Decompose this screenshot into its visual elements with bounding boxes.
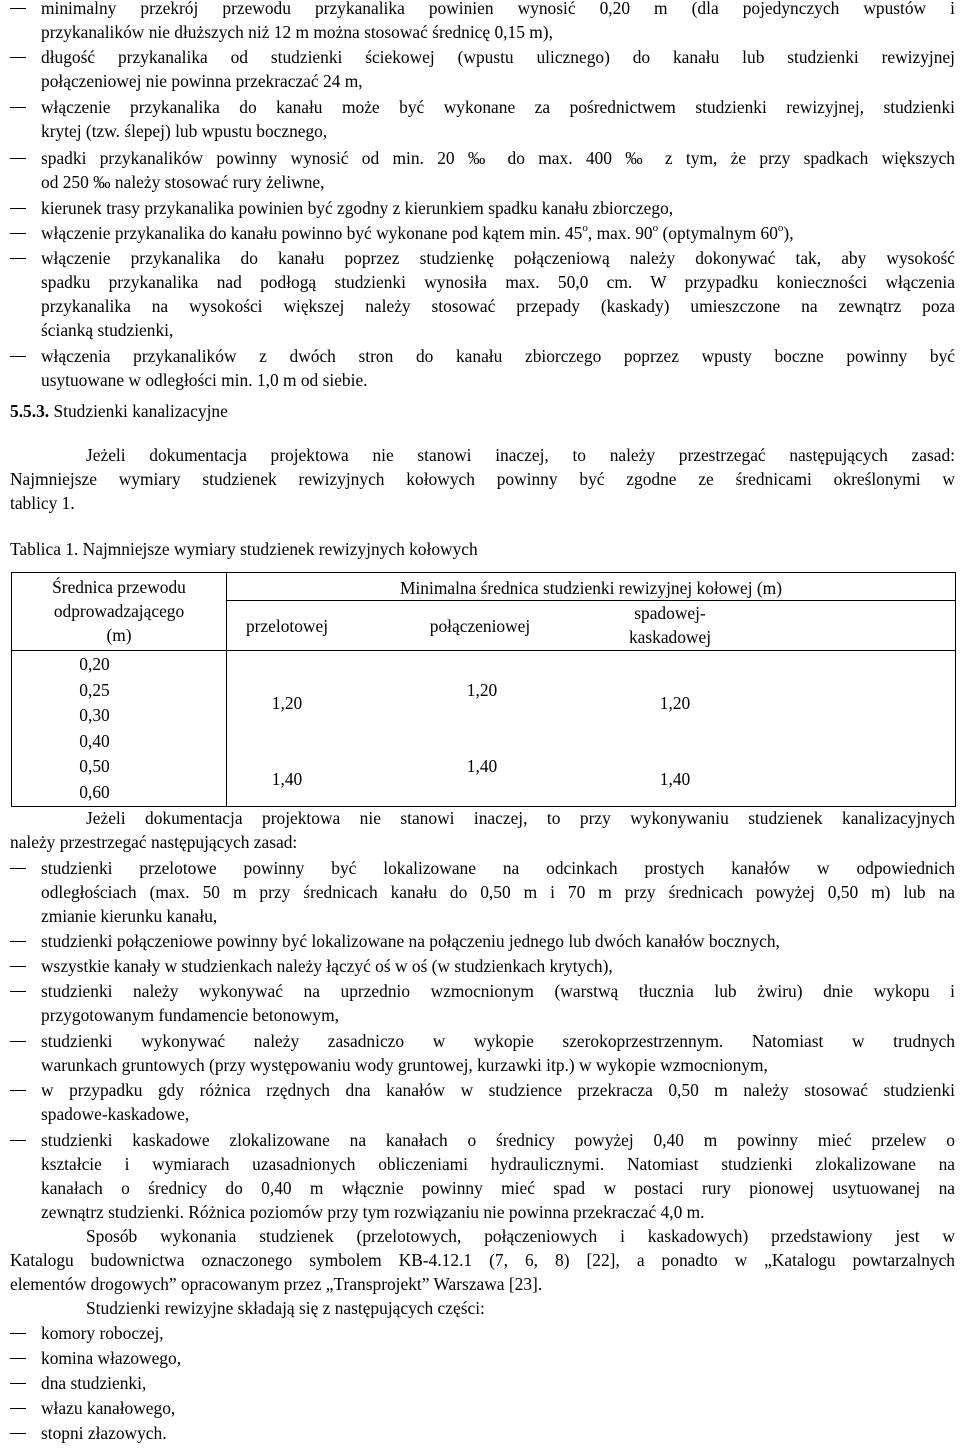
bullet-dash (10, 991, 26, 992)
intro-paragraph: Jeżeli dokumentacja projektowa nie stanowi inaczej, to należy przestrzegać następujących zasad: Najmniejsze wymiary studzienek rewizyjnych kołowych powinny być zgodne ze średnicami określonymi w tablicy 1. (10, 445, 955, 513)
bullet-dash (10, 1333, 26, 1334)
list2-item-7: studzienki kaskadowe zlokalizowane na kanałach o średnicy powyżej 0,40 m powinny mieć przelew o kształcie i wymiarach uzasadnionych obliczeniami hydraulicznymi. Natomiast studzienki zlokalizowane na kanałach o średnicy do 0,40 m włącznie powinny mieć spad w postaci rury pionowej usytuowanej na zewnątrz studzienki. Różnica poziomów przy tym rozwiązaniu nie powinna przekraczać 4,0 m. (41, 1130, 955, 1222)
bullet-dash (10, 158, 26, 159)
parts-item: dna studzienki, (41, 1373, 147, 1393)
bullet-dash (10, 1433, 26, 1434)
list1-item-5: kierunek trasy przykanalika powinien być zgodny z kierunkiem spadku kanału zbiorczego, (41, 198, 674, 218)
table-cell: 1,20 (466, 680, 498, 700)
parts-item: włazu kanałowego, (41, 1398, 176, 1418)
parts-item: stopni złazowych. (41, 1423, 167, 1443)
parts-intro: Studzienki rewizyjne składają się z następujących części: (86, 1298, 485, 1318)
list1-item-2: długość przykanalika od studzienki ściekowej (wpustu ulicznego) do kanału lub studzienki rewizyjnej połączeniowej nie powinna przekraczać 24 m, (41, 47, 955, 91)
list1-item-3: włączenie przykanalika do kanału może być wykonane za pośrednictwem studzienki rewizyjnej, studzienki krytej (tzw. ślepej) lub wpustu bocznego, (41, 97, 955, 141)
section-number: 5.5.3. (10, 401, 50, 421)
bullet-dash (10, 1383, 26, 1384)
catalog-paragraph: Sposób wykonania studzienek (przelotowych, połączeniowych i kaskadowych) przedstawiony jest w Katalogu budownictwa oznaczonego symbolem KB-4.12.1 (7, 6, 8) [22], a ponadto w „Katalogu powtarzalnych elementów drogowych” opracowanym przez „Transprojekt” Warszawa [23]. (10, 1226, 955, 1294)
table-row: 0,20 (79, 654, 110, 674)
list1-item-6: włączenie przykanalika do kanału powinno być wykonane pod kątem min. 45$^o$, max. 90$^o$ (optymalnym 60$^o$), (41, 222, 794, 243)
table-diameter-column (12, 652, 177, 805)
after-table-paragraph: Jeżeli dokumentacja projektowa nie stanowi inaczej, to przy wykonywaniu studzienek kanalizacyjnych należy przestrzegać następujących zasad: (10, 808, 955, 852)
list2-item-6: w przypadku gdy różnica rzędnych dna kanałów w studzience przekracza 0,50 m należy stosować studzienki spadowe-kaskadowe, (41, 1080, 955, 1124)
bullet-dash (10, 941, 26, 942)
list1-item-7: włączenie przykanalika do kanału poprzez studzienkę połączeniową należy dokonywać tak, aby wysokość spadku przykanalika nad podłogą studzienki wynosiła max. 50,0 cm. W przypadku konieczności włączenia przykanalika na wysokości większej należy stosować przepady (kaskady) umieszczone na zewnątrz poza ścianką studzienki, (41, 248, 955, 340)
table-header-spadowej: spadowej- kaskadowej (628, 603, 712, 647)
table-cell: 1,20 (659, 693, 691, 713)
bullet-dash (10, 1408, 26, 1409)
table-header-przelotowej: przelotowej (245, 616, 329, 636)
table-border (11, 650, 955, 651)
table-row: 0,40 (79, 730, 110, 751)
bullet-dash (10, 1090, 26, 1091)
bullet-dash (10, 966, 26, 967)
list2-item-4: studzienki należy wykonywać na uprzednio wzmocnionym (warstwą tłucznia lub żwiru) dnie wykopu i przygotowanym fundamencie betonowym, (41, 981, 955, 1025)
table-cell: 1,20 (271, 693, 303, 713)
table-border (955, 572, 956, 807)
table-row: 0,50 (79, 756, 110, 776)
table-border (11, 572, 955, 573)
list2-item-5: studzienki wykonywać należy zasadniczo w wykopie szerokoprzestrzennym. Natomiast w trudnych warunkach gruntowych (przy występowaniu wody gruntowej, kurzawki itp.) w wykopie wzmocnionym, (41, 1031, 955, 1075)
parts-item: komory roboczej, (41, 1323, 164, 1343)
bullet-dash (10, 1041, 26, 1042)
bullet-dash (10, 233, 26, 234)
table-caption: Tablica 1. Najmniejsze wymiary studzienek rewizyjnych kołowych (10, 539, 478, 559)
list2-item-3: wszystkie kanały w studzienkach należy łączyć oś w oś (w studzienkach krytych), (41, 956, 613, 976)
parts-item: komina włazowego, (41, 1348, 182, 1368)
bullet-dash (10, 8, 26, 9)
list2-item-1: studzienki przelotowe powinny być lokalizowane na odcinkach prostych kanałów w odpowiednich odległościach (max. 50 m przy średnicach kanału do 0,50 m i 70 m przy średnicach powyżej 0,50 m) lub na zmianie kierunku kanału, (41, 858, 955, 926)
bullet-dash (10, 868, 26, 869)
bullet-dash (10, 107, 26, 108)
section-heading (10, 399, 228, 423)
list1-item-8: włączenia przykanalików z dwóch stron do kanału zbiorczego poprzez wpusty boczne powinny być usytuowane w odległości min. 1,0 m od siebie. (41, 346, 955, 390)
bullet-dash (10, 57, 26, 58)
table-header-diameter: Średnica przewodu odprowadzającego (m) (52, 577, 186, 645)
bullet-dash (10, 1358, 26, 1359)
bullet-dash (10, 356, 26, 357)
list2-item-2: studzienki połączeniowe powinny być lokalizowane na połączeniu jednego lub dwóch kanałów bocznych, (41, 931, 780, 951)
table-border (226, 600, 955, 601)
table-row: 0,25 (79, 679, 110, 700)
section-title: Studzienki kanalizacyjne (49, 401, 228, 421)
table-header-polaczeniowej: połączeniowej (429, 616, 531, 636)
table-cell: 1,40 (659, 769, 691, 789)
table-cell: 1,40 (271, 769, 303, 789)
table-row: 0,60 (79, 781, 110, 802)
table-cell: 1,40 (466, 756, 498, 776)
list1-item-1: minimalny przekrój przewodu przykanalika powinien wynosić 0,20 m (dla pojedynczych wpustów i przykanalików nie dłuższych niż 12 m można stosować średnicę 0,15 m), (41, 0, 955, 42)
bullet-dash (10, 258, 26, 259)
list1-item-4: spadki przykanalików powinny wynosić od min. 20 ‰ do max. 400 ‰ z tym, że przy spadkach większych od 250 ‰ należy stosować rury żeliwne, (41, 148, 955, 192)
bullet-dash (10, 208, 26, 209)
bullet-dash (10, 1140, 26, 1141)
table-header-group: Minimalna średnica studzienki rewizyjnej kołowej (m) (400, 578, 782, 598)
table-row: 0,30 (79, 705, 110, 725)
